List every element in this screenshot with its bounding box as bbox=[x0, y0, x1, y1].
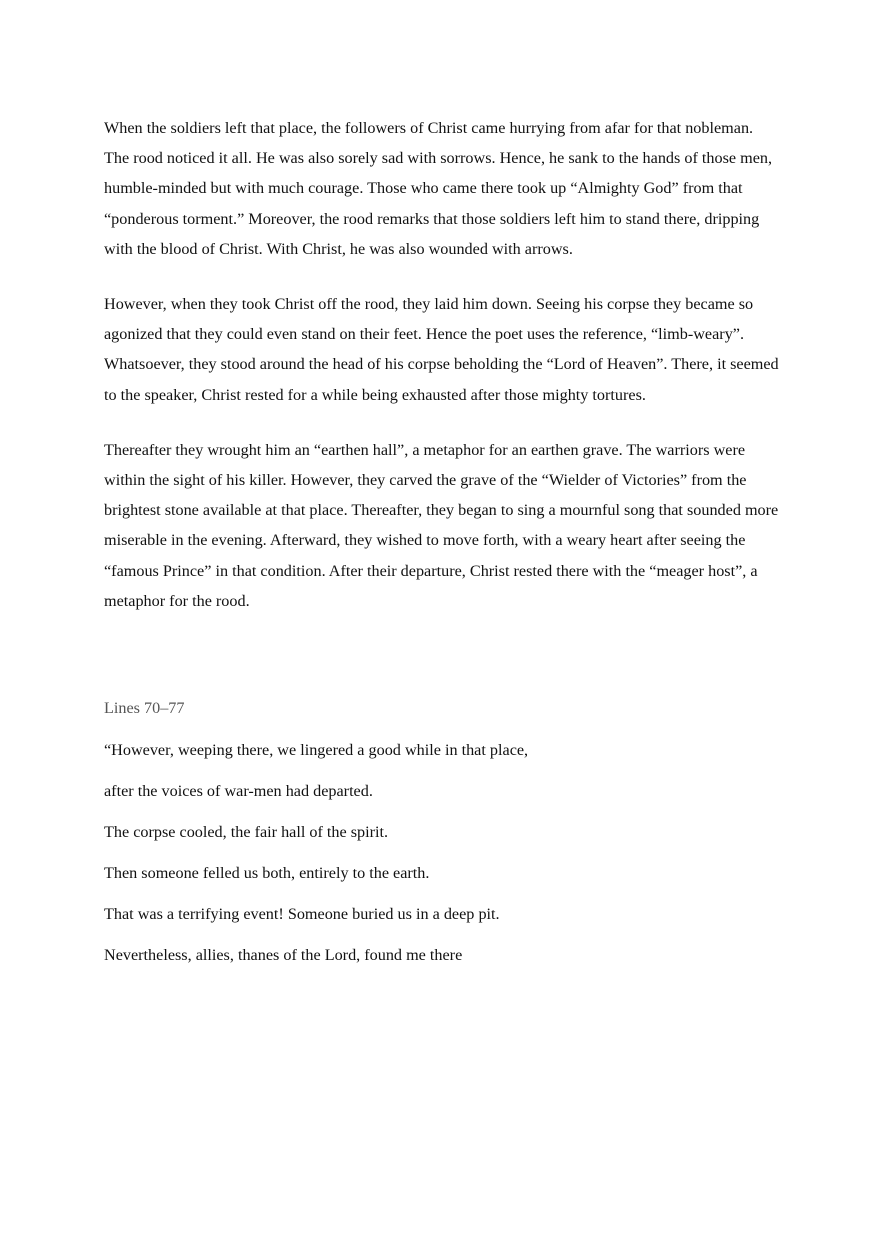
section-heading: Lines 70–77 bbox=[104, 699, 185, 718]
verse-line: after the voices of war-men had departed. bbox=[104, 782, 373, 801]
document-body bbox=[104, 113, 780, 967]
verse-line: The corpse cooled, the fair hall of the spirit. bbox=[104, 823, 389, 842]
paragraph-2: However, when they took Christ off the rood, they laid him down. Seeing his corpse they became so agonized that they could even stand on their feet. Hence the poet uses the reference, “limb-weary”. Whatsoever, they stood around the head of his corpse beholding the “Lord of Heaven”. There, it seemed to the speaker, Christ rested for a while being exhausted after those mighty tortures. bbox=[104, 295, 779, 404]
paragraph-1: When the soldiers left that place, the followers of Christ came hurrying from afar for that nobleman. The rood noticed it all. He was also sorely sad with sorrows. Hence, he sank to the hands of those men, humble-minded but with much courage. Those who came there took up “Almighty God” from that “ponderous torment.” Moreover, the rood remarks that those soldiers left him to stand there, dripping with the blood of Christ. With Christ, he was also wounded with arrows. bbox=[104, 119, 773, 258]
verse-line: That was a terrifying event! Someone buried us in a deep pit. bbox=[104, 905, 500, 924]
paragraph-3: Thereafter they wrought him an “earthen hall”, a metaphor for an earthen grave. The warriors were within the sight of his killer. However, they carved the grave of the “Wielder of Victories” from the brightest stone available at that place. Thereafter, they began to sing a mournful song that sounded more miserable in the evening. Afterward, they wished to move forth, with a weary heart after seeing the “famous Prince” in that condition. After their departure, Christ rested there with the “meager host”, a metaphor for the rood. bbox=[104, 440, 779, 610]
verse-block bbox=[104, 738, 780, 967]
verse-line: Then someone felled us both, entirely to the earth. bbox=[104, 864, 430, 883]
verse-line: “However, weeping there, we lingered a good while in that place, bbox=[104, 741, 529, 760]
verse-line: Nevertheless, allies, thanes of the Lord, found me there bbox=[104, 946, 463, 965]
